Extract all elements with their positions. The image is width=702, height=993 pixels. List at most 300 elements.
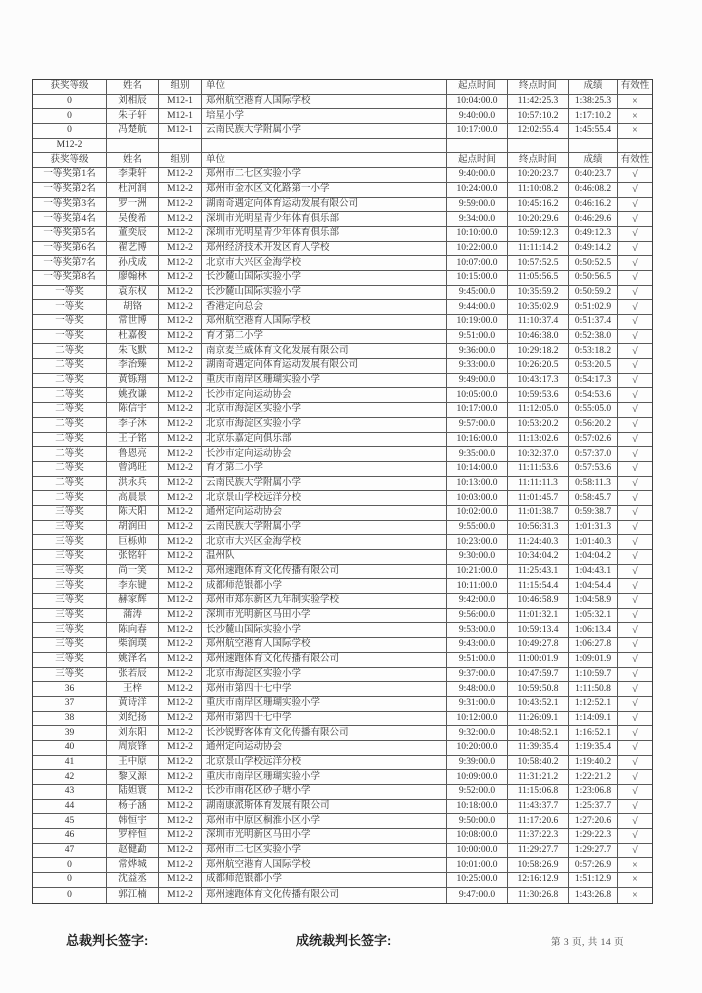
validity-cell: √ (632, 521, 638, 533)
result-cell: 0:50:52.5 (569, 256, 618, 270)
award-cell: 一等奖第6名 (33, 242, 107, 256)
group-cell: M12-2 (159, 712, 202, 726)
group-cell: M12-2 (159, 594, 202, 608)
start-time-cell: 10:03:00.0 (447, 491, 508, 505)
finish-time-cell: 10:43:52.1 (508, 697, 569, 711)
result-cell: 1:29:27.7 (569, 844, 618, 858)
org-cell: 长沙市定向运动协会 (202, 388, 447, 402)
name-cell: 罗一洲 (107, 198, 159, 212)
validity-cell: √ (632, 477, 638, 489)
name-cell: 李秉轩 (107, 168, 159, 182)
group-cell: M12-2 (159, 888, 202, 903)
org-cell: 育才第二小学 (202, 462, 447, 476)
table-row (33, 433, 652, 448)
validity-cell: √ (632, 389, 638, 401)
table-row (33, 609, 652, 624)
result-cell: 1:04:43.1 (569, 565, 618, 579)
result-cell: 0:54:53.6 (569, 388, 618, 402)
org-cell: 长沙市定向运动协会 (202, 447, 447, 461)
table-row (33, 403, 652, 418)
validity-cell: √ (632, 301, 638, 313)
finish-time-cell: 11:30:26.8 (508, 888, 569, 903)
result-cell: 0:57:53.6 (569, 462, 618, 476)
group-cell: M12-2 (159, 359, 202, 373)
name-cell: 李子沐 (107, 418, 159, 432)
group-cell: M12-2 (159, 726, 202, 740)
award-cell: 二等奖 (33, 374, 107, 388)
finish-time-cell: 10:59:50.8 (508, 682, 569, 696)
group-cell: M12-2 (159, 579, 202, 593)
award-cell: 三等奖 (33, 638, 107, 652)
name-cell: 常烨城 (107, 858, 159, 872)
award-cell: M12-2 (33, 139, 107, 153)
group-cell: M12-2 (159, 623, 202, 637)
validity-cell: × (632, 889, 638, 901)
award-cell: 一等奖 (33, 286, 107, 300)
validity-cell: √ (632, 712, 638, 724)
table-row (33, 242, 652, 257)
finish-time-cell: 10:58:40.2 (508, 756, 569, 770)
section-row (33, 139, 652, 154)
org-cell: 郑州市金水区文化路第一小学 (202, 183, 447, 197)
name-cell: 黎又源 (107, 770, 159, 784)
result-cell: 0:53:18.2 (569, 344, 618, 358)
table-row (33, 873, 652, 888)
award-cell: 0 (33, 858, 107, 872)
start-time-cell: 9:51:00.0 (447, 653, 508, 667)
name-cell: 杜嘉俊 (107, 330, 159, 344)
award-cell: 二等奖 (33, 433, 107, 447)
award-cell: 37 (33, 697, 107, 711)
name-cell: 黄诗洋 (107, 697, 159, 711)
award-cell: 38 (33, 712, 107, 726)
table-row (33, 330, 652, 345)
group-cell: M12-2 (159, 682, 202, 696)
start-time-cell: 10:12:00.0 (447, 712, 508, 726)
award-cell: 三等奖 (33, 521, 107, 535)
table-row (33, 623, 652, 638)
award-cell: 一等奖 (33, 315, 107, 329)
award-cell: 44 (33, 800, 107, 814)
table-row (33, 550, 652, 565)
start-time-cell: 10:00:00.0 (447, 844, 508, 858)
finish-time-cell: 10:48:52.1 (508, 726, 569, 740)
org-cell: 南京麦兰威体育文化发展有限公司 (202, 344, 447, 358)
finish-time-cell: 10:49:27.8 (508, 638, 569, 652)
validity-cell: √ (632, 507, 638, 519)
finish-time-cell: 11:26:09.1 (508, 712, 569, 726)
org-cell: 北京市大兴区金海学校 (202, 535, 447, 549)
validity-cell (618, 139, 652, 153)
start-time-cell: 9:47:00.0 (447, 888, 508, 903)
validity-cell: √ (632, 639, 638, 651)
group-cell (159, 139, 202, 153)
award-cell: 二等奖 (33, 447, 107, 461)
table-row (33, 726, 652, 741)
group-cell: M12-2 (159, 785, 202, 799)
result-cell: 1:27:20.6 (569, 814, 618, 828)
table-row (33, 800, 652, 815)
group-cell: M12-2 (159, 374, 202, 388)
award-cell: 一等奖 (33, 300, 107, 314)
validity-cell: √ (632, 228, 638, 240)
group-cell: M12-2 (159, 330, 202, 344)
validity-cell: √ (632, 375, 638, 387)
org-cell: 北京市海淀区实验小学 (202, 403, 447, 417)
table-row (33, 388, 652, 403)
validity-cell: √ (632, 433, 638, 445)
validity-cell: √ (632, 668, 638, 680)
org-cell (202, 139, 447, 153)
name-cell: 沈益丞 (107, 873, 159, 887)
name-cell: 张铭轩 (107, 550, 159, 564)
results-table (32, 79, 653, 904)
start-time-cell: 10:15:00.0 (447, 271, 508, 285)
org-cell: 长沙麓山国际实验小学 (202, 623, 447, 637)
org-cell: 单位 (202, 153, 447, 167)
table-row (33, 477, 652, 492)
award-cell: 三等奖 (33, 594, 107, 608)
start-time-cell: 9:35:00.0 (447, 447, 508, 461)
award-cell: 三等奖 (33, 579, 107, 593)
name-cell: 王梓 (107, 682, 159, 696)
group-cell: M12-2 (159, 844, 202, 858)
result-cell: 成绩 (569, 153, 618, 167)
org-cell: 北京市大兴区金海学校 (202, 256, 447, 270)
table-row (33, 668, 652, 683)
group-cell: M12-2 (159, 756, 202, 770)
table-row (33, 829, 652, 844)
validity-cell: 有效性 (620, 81, 650, 92)
award-cell: 一等奖第4名 (33, 212, 107, 226)
result-cell: 0:58:11.3 (569, 477, 618, 491)
org-cell: 北京乐嘉定向俱乐部 (202, 433, 447, 447)
start-time-cell: 10:21:00.0 (447, 565, 508, 579)
name-cell: 尚一笑 (107, 565, 159, 579)
group-cell: M12-2 (159, 535, 202, 549)
finish-time-cell: 12:02:55.4 (508, 124, 569, 138)
finish-time-cell: 11:17:20.6 (508, 814, 569, 828)
table-row (33, 888, 652, 903)
group-cell: M12-1 (159, 95, 202, 109)
org-cell: 长沙麓山国际实验小学 (202, 286, 447, 300)
start-time-cell: 10:17:00.0 (447, 403, 508, 417)
award-cell: 39 (33, 726, 107, 740)
award-cell: 45 (33, 814, 107, 828)
group-cell: M12-2 (159, 873, 202, 887)
result-cell: 0:57:26.9 (569, 858, 618, 872)
finish-time-cell: 11:12:05.0 (508, 403, 569, 417)
start-time-cell: 9:53:00.0 (447, 623, 508, 637)
table-row (33, 491, 652, 506)
org-cell: 云南民族大学附属小学 (202, 521, 447, 535)
award-cell: 二等奖 (33, 418, 107, 432)
finish-time-cell: 10:32:37.0 (508, 447, 569, 461)
group-cell: 组别 (159, 153, 202, 167)
table-row (33, 712, 652, 727)
table-row (33, 344, 652, 359)
validity-cell: √ (632, 624, 638, 636)
org-cell: 郑州市第四十七中学 (202, 682, 447, 696)
result-cell: 1:04:04.2 (569, 550, 618, 564)
org-cell: 郑州市二七区实验小学 (202, 168, 447, 182)
org-cell: 培星小学 (202, 109, 447, 123)
finish-time-cell: 11:01:38.7 (508, 506, 569, 520)
finish-time-cell: 11:01:32.1 (508, 609, 569, 623)
validity-cell: √ (632, 331, 638, 343)
org-cell: 郑州速跑体育文化传播有限公司 (202, 888, 447, 903)
table-row (33, 785, 652, 800)
table-header-row (33, 80, 652, 95)
finish-time-cell: 11:15:54.4 (508, 579, 569, 593)
finish-time-cell: 10:34:04.2 (508, 550, 569, 564)
validity-cell: √ (632, 771, 638, 783)
award-cell: 二等奖 (33, 344, 107, 358)
start-time-cell: 10:05:00.0 (447, 388, 508, 402)
name-cell: 黄铄翔 (107, 374, 159, 388)
name-cell: 蒲涛 (107, 609, 159, 623)
start-time-cell: 10:08:00.0 (447, 829, 508, 843)
start-time-cell: 10:10:00.0 (447, 227, 508, 241)
table-row (33, 638, 652, 653)
award-cell: 三等奖 (33, 609, 107, 623)
table-row (33, 300, 652, 315)
name-cell: 鲁恩亮 (107, 447, 159, 461)
start-time-cell: 起点时间 (447, 80, 508, 94)
finish-time-cell: 11:00:01.9 (508, 653, 569, 667)
org-cell: 郑州市郑东新区九年制实验学校 (202, 594, 447, 608)
group-cell: M12-2 (159, 506, 202, 520)
award-cell: 0 (33, 95, 107, 109)
table-row (33, 168, 652, 183)
validity-cell: √ (632, 786, 638, 798)
validity-cell: √ (632, 683, 638, 695)
group-cell: M12-2 (159, 271, 202, 285)
table-row (33, 535, 652, 550)
start-time-cell: 10:01:00.0 (447, 858, 508, 872)
group-cell: M12-2 (159, 462, 202, 476)
result-cell: 1:05:32.1 (569, 609, 618, 623)
group-cell: M12-2 (159, 741, 202, 755)
result-cell: 0:56:20.2 (569, 418, 618, 432)
table-row (33, 770, 652, 785)
validity-cell: √ (632, 213, 638, 225)
result-cell: 0:50:56.5 (569, 271, 618, 285)
validity-cell: √ (632, 316, 638, 328)
name-cell: 姚泽名 (107, 653, 159, 667)
result-cell: 1:01:40.3 (569, 535, 618, 549)
result-cell: 1:12:52.1 (569, 697, 618, 711)
validity-cell: √ (632, 566, 638, 578)
result-cell: 1:06:27.8 (569, 638, 618, 652)
name-cell: 高晨景 (107, 491, 159, 505)
result-cell: 1:17:10.2 (569, 109, 618, 123)
table-row (33, 212, 652, 227)
award-cell: 一等奖第8名 (33, 271, 107, 285)
award-cell: 二等奖 (33, 477, 107, 491)
validity-cell: √ (632, 845, 638, 857)
name-cell: 赵健勐 (107, 844, 159, 858)
start-time-cell: 10:11:00.0 (447, 579, 508, 593)
finish-time-cell: 11:13:02.6 (508, 433, 569, 447)
org-cell: 湖南康派斯体育发展有限公司 (202, 800, 447, 814)
name-cell: 姚孜谦 (107, 388, 159, 402)
name-cell: 郭江楠 (107, 888, 159, 903)
table-row (33, 271, 652, 286)
org-cell: 北京景山学校远洋分校 (202, 756, 447, 770)
validity-cell: √ (632, 404, 638, 416)
start-time-cell: 9:52:00.0 (447, 785, 508, 799)
name-cell: 陆妲寰 (107, 785, 159, 799)
result-cell: 1:04:54.4 (569, 579, 618, 593)
start-time-cell: 9:40:00.0 (447, 168, 508, 182)
validity-cell: √ (632, 815, 638, 827)
award-cell: 三等奖 (33, 668, 107, 682)
award-cell: 47 (33, 844, 107, 858)
org-cell: 深圳市光明新区马田小学 (202, 829, 447, 843)
org-cell: 重庆市南岸区珊瑚实验小学 (202, 770, 447, 784)
group-cell: M12-2 (159, 638, 202, 652)
finish-time-cell: 10:58:26.9 (508, 858, 569, 872)
name-cell: 孙戌成 (107, 256, 159, 270)
start-time-cell: 10:14:00.0 (447, 462, 508, 476)
validity-cell: 有效性 (620, 154, 650, 165)
finish-time-cell: 11:42:25.3 (508, 95, 569, 109)
award-cell: 0 (33, 124, 107, 138)
award-cell: 获奖等级 (33, 153, 107, 167)
group-cell: M12-2 (159, 770, 202, 784)
finish-time-cell (508, 139, 569, 153)
validity-cell: × (632, 874, 638, 886)
group-cell: M12-2 (159, 388, 202, 402)
table-row (33, 741, 652, 756)
name-cell: 胡铬 (107, 300, 159, 314)
finish-time-cell: 10:56:31.3 (508, 521, 569, 535)
result-cell: 1:19:40.2 (569, 756, 618, 770)
table-row (33, 256, 652, 271)
table-row (33, 418, 652, 433)
start-time-cell: 9:56:00.0 (447, 609, 508, 623)
org-cell: 深圳市光明星青少年体育俱乐部 (202, 212, 447, 226)
result-cell (569, 139, 618, 153)
start-time-cell: 10:24:00.0 (447, 183, 508, 197)
validity-cell: √ (632, 448, 638, 460)
award-cell: 二等奖 (33, 388, 107, 402)
start-time-cell (447, 139, 508, 153)
award-cell: 二等奖 (33, 462, 107, 476)
validity-cell: √ (632, 801, 638, 813)
group-cell: M12-2 (159, 653, 202, 667)
name-cell: 杨子涵 (107, 800, 159, 814)
org-cell: 北京市海淀区实验小学 (202, 418, 447, 432)
name-cell: 刘纪扬 (107, 712, 159, 726)
finish-time-cell: 10:35:59.2 (508, 286, 569, 300)
validity-cell: × (632, 110, 638, 122)
group-cell: M12-2 (159, 315, 202, 329)
validity-cell: √ (632, 242, 638, 254)
result-cell: 0:52:38.0 (569, 330, 618, 344)
name-cell: 王子铭 (107, 433, 159, 447)
org-cell: 育才第二小学 (202, 330, 447, 344)
start-time-cell: 10:16:00.0 (447, 433, 508, 447)
result-cell: 0:57:02.6 (569, 433, 618, 447)
name-cell: 刘东阳 (107, 726, 159, 740)
group-cell: M12-2 (159, 212, 202, 226)
chief-referee-signature-label: 总裁判长签字: (66, 933, 149, 948)
award-cell: 三等奖 (33, 623, 107, 637)
group-cell: M12-2 (159, 829, 202, 843)
result-cell: 成绩 (569, 80, 618, 94)
group-cell: M12-2 (159, 418, 202, 432)
result-cell: 1:23:06.8 (569, 785, 618, 799)
validity-cell: √ (632, 595, 638, 607)
name-cell: 杜河润 (107, 183, 159, 197)
result-cell: 0:49:14.2 (569, 242, 618, 256)
award-cell: 0 (33, 873, 107, 887)
name-cell: 张若辰 (107, 668, 159, 682)
org-cell: 重庆市南岸区珊瑚实验小学 (202, 374, 447, 388)
result-cell: 1:25:37.7 (569, 800, 618, 814)
start-time-cell: 10:17:00.0 (447, 124, 508, 138)
start-time-cell: 10:19:00.0 (447, 315, 508, 329)
start-time-cell: 9:48:00.0 (447, 682, 508, 696)
group-cell: M12-2 (159, 227, 202, 241)
name-cell: 常世博 (107, 315, 159, 329)
validity-cell: √ (632, 742, 638, 754)
org-cell: 郑州市第四十七中学 (202, 712, 447, 726)
validity-cell: √ (632, 257, 638, 269)
page-number-info: 第 3 页, 共 14 页 (551, 938, 625, 948)
org-cell: 单位 (202, 80, 447, 94)
org-cell: 郑州航空港育人国际学校 (202, 858, 447, 872)
org-cell: 深圳市光明星青少年体育俱乐部 (202, 227, 447, 241)
award-cell: 二等奖 (33, 359, 107, 373)
table-row (33, 109, 652, 124)
group-cell: M12-2 (159, 403, 202, 417)
results-referee-signature-label: 成统裁判长签字: (296, 933, 392, 948)
table-row (33, 183, 652, 198)
group-cell: M12-1 (159, 109, 202, 123)
group-cell: M12-2 (159, 286, 202, 300)
name-cell: 李治臻 (107, 359, 159, 373)
award-cell: 三等奖 (33, 565, 107, 579)
table-row (33, 286, 652, 301)
award-cell: 三等奖 (33, 535, 107, 549)
finish-time-cell: 10:46:58.9 (508, 594, 569, 608)
start-time-cell: 10:25:00.0 (447, 873, 508, 887)
result-cell: 1:19:35.4 (569, 741, 618, 755)
table-row (33, 594, 652, 609)
finish-time-cell: 11:11:14.2 (508, 242, 569, 256)
table-row (33, 198, 652, 213)
award-cell: 一等奖第7名 (33, 256, 107, 270)
result-cell: 1:01:31.3 (569, 521, 618, 535)
group-cell: M12-2 (159, 198, 202, 212)
finish-time-cell: 10:53:20.2 (508, 418, 569, 432)
finish-time-cell: 10:59:53.6 (508, 388, 569, 402)
org-cell: 郑州速跑体育文化传播有限公司 (202, 565, 447, 579)
award-cell: 36 (33, 682, 107, 696)
start-time-cell: 9:32:00.0 (447, 726, 508, 740)
finish-time-cell: 10:59:13.4 (508, 623, 569, 637)
start-time-cell: 9:51:00.0 (447, 330, 508, 344)
start-time-cell: 9:59:00.0 (447, 198, 508, 212)
finish-time-cell: 11:10:08.2 (508, 183, 569, 197)
org-cell: 温州队 (202, 550, 447, 564)
finish-time-cell: 11:24:40.3 (508, 535, 569, 549)
table-row (33, 315, 652, 330)
validity-cell: √ (632, 463, 638, 475)
